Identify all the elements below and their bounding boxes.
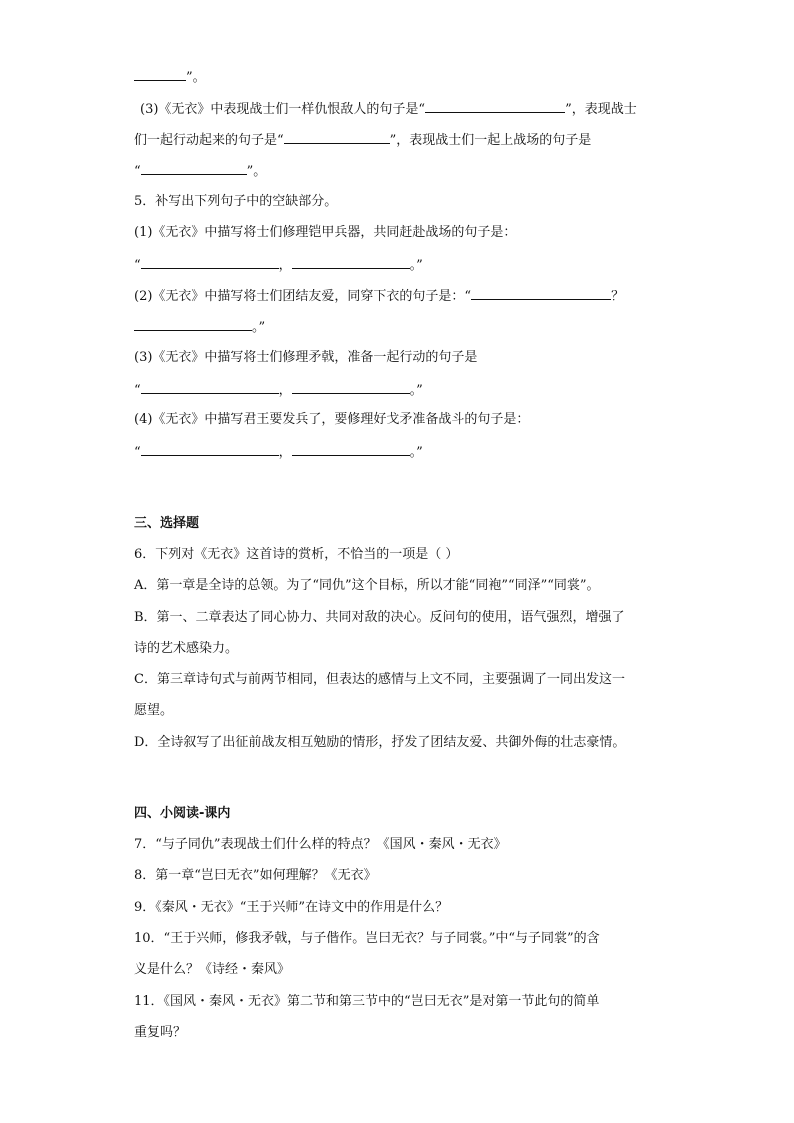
question-11-continued: 重复吗？ [134,1025,187,1040]
answer-blank[interactable] [471,287,611,300]
question-7: 7．“与子同仇”表现战士们什么样的特点？《国风・秦风・无衣》 [134,837,507,852]
question-5: 5．补写出下列句子中的空缺部分。 [134,194,338,209]
answer-blank[interactable] [141,162,247,175]
answer-blank[interactable] [141,443,279,456]
question-4-3-line-1: (3)《无衣》中表现战士们一样仇恨敌人的句子是“ ”，表现战士 [140,102,637,117]
answer-blank[interactable] [141,381,279,394]
answer-blank[interactable] [134,318,252,331]
question-5-3-answer: “ ， 。” [134,383,423,398]
option-b[interactable]: B．第一、二章表达了同心协力、共同对敌的决心。反问句的使用，语气强烈，增强了 [134,610,625,625]
answer-blank[interactable] [141,256,279,269]
question-10-continued: 义是什么？《诗经・秦风》 [134,962,291,977]
question-4-3-line-3: “ ”。 [134,164,267,179]
answer-blank[interactable] [292,381,410,394]
question-5-1: (1)《无衣》中描写将士们修理铠甲兵器，共同赶赴战场的句子是： [134,225,517,240]
question-5-4: (4)《无衣》中描写君王要发兵了，要修理好戈矛准备战斗的句子是： [134,412,530,427]
continued-answer-line: ”。 [134,68,206,84]
question-4-3-line-2: 们一起行动起来的句子是“ ”，表现战士们一起上战场的句子是 [134,133,592,148]
question-8: 8．第一章“岂曰无衣”如何理解？《无衣》 [134,868,377,883]
section-3-title: 三、选择题 [134,516,200,531]
question-11: 11．《国风・秦风・无衣》第二节和第三节中的“岂曰无衣”是对第一节此句的简单 [134,994,600,1009]
answer-blank[interactable] [292,256,410,269]
option-a[interactable]: A．第一章是全诗的总领。为了“同仇”这个目标，所以才能“同袍”“同泽”“同裳”。 [134,578,600,593]
option-c[interactable]: C．第三章诗句式与前两节相同，但表达的感情与上文不同，主要强调了一同出发这一 [134,672,625,687]
answer-blank[interactable] [134,68,186,81]
option-c-continued: 愿望。 [134,703,174,718]
answer-blank[interactable] [284,131,390,144]
question-5-3: (3)《无衣》中描写将士们修理矛戟，准备一起行动的句子是 [134,350,478,365]
question-10: 10．“王于兴师，修我矛戟，与子偕作。岂曰无衣？与子同裳。”中“与子同裳”的含 [134,931,600,946]
question-5-2: (2)《无衣》中描写将士们团结友爱，同穿下衣的句子是：“ ？ [134,289,625,304]
option-b-continued: 诗的艺术感染力。 [134,641,239,656]
answer-blank[interactable] [292,443,410,456]
question-9: 9．《秦风・无衣》“王于兴师”在诗文中的作用是什么？ [134,900,449,915]
section-4-title: 四、小阅读-课内 [134,806,231,821]
option-d[interactable]: D．全诗叙写了出征前战友相互勉励的情形，抒发了团结友爱、共御外侮的壮志豪情。 [134,735,626,750]
answer-blank[interactable] [425,100,565,113]
question-6: 6．下列对《无衣》这首诗的赏析，不恰当的一项是（ ） [134,547,459,562]
question-5-1-answer: “ ， 。” [134,258,423,273]
question-5-4-answer: “ ， 。” [134,445,423,460]
question-5-2-answer: 。” [134,318,265,334]
